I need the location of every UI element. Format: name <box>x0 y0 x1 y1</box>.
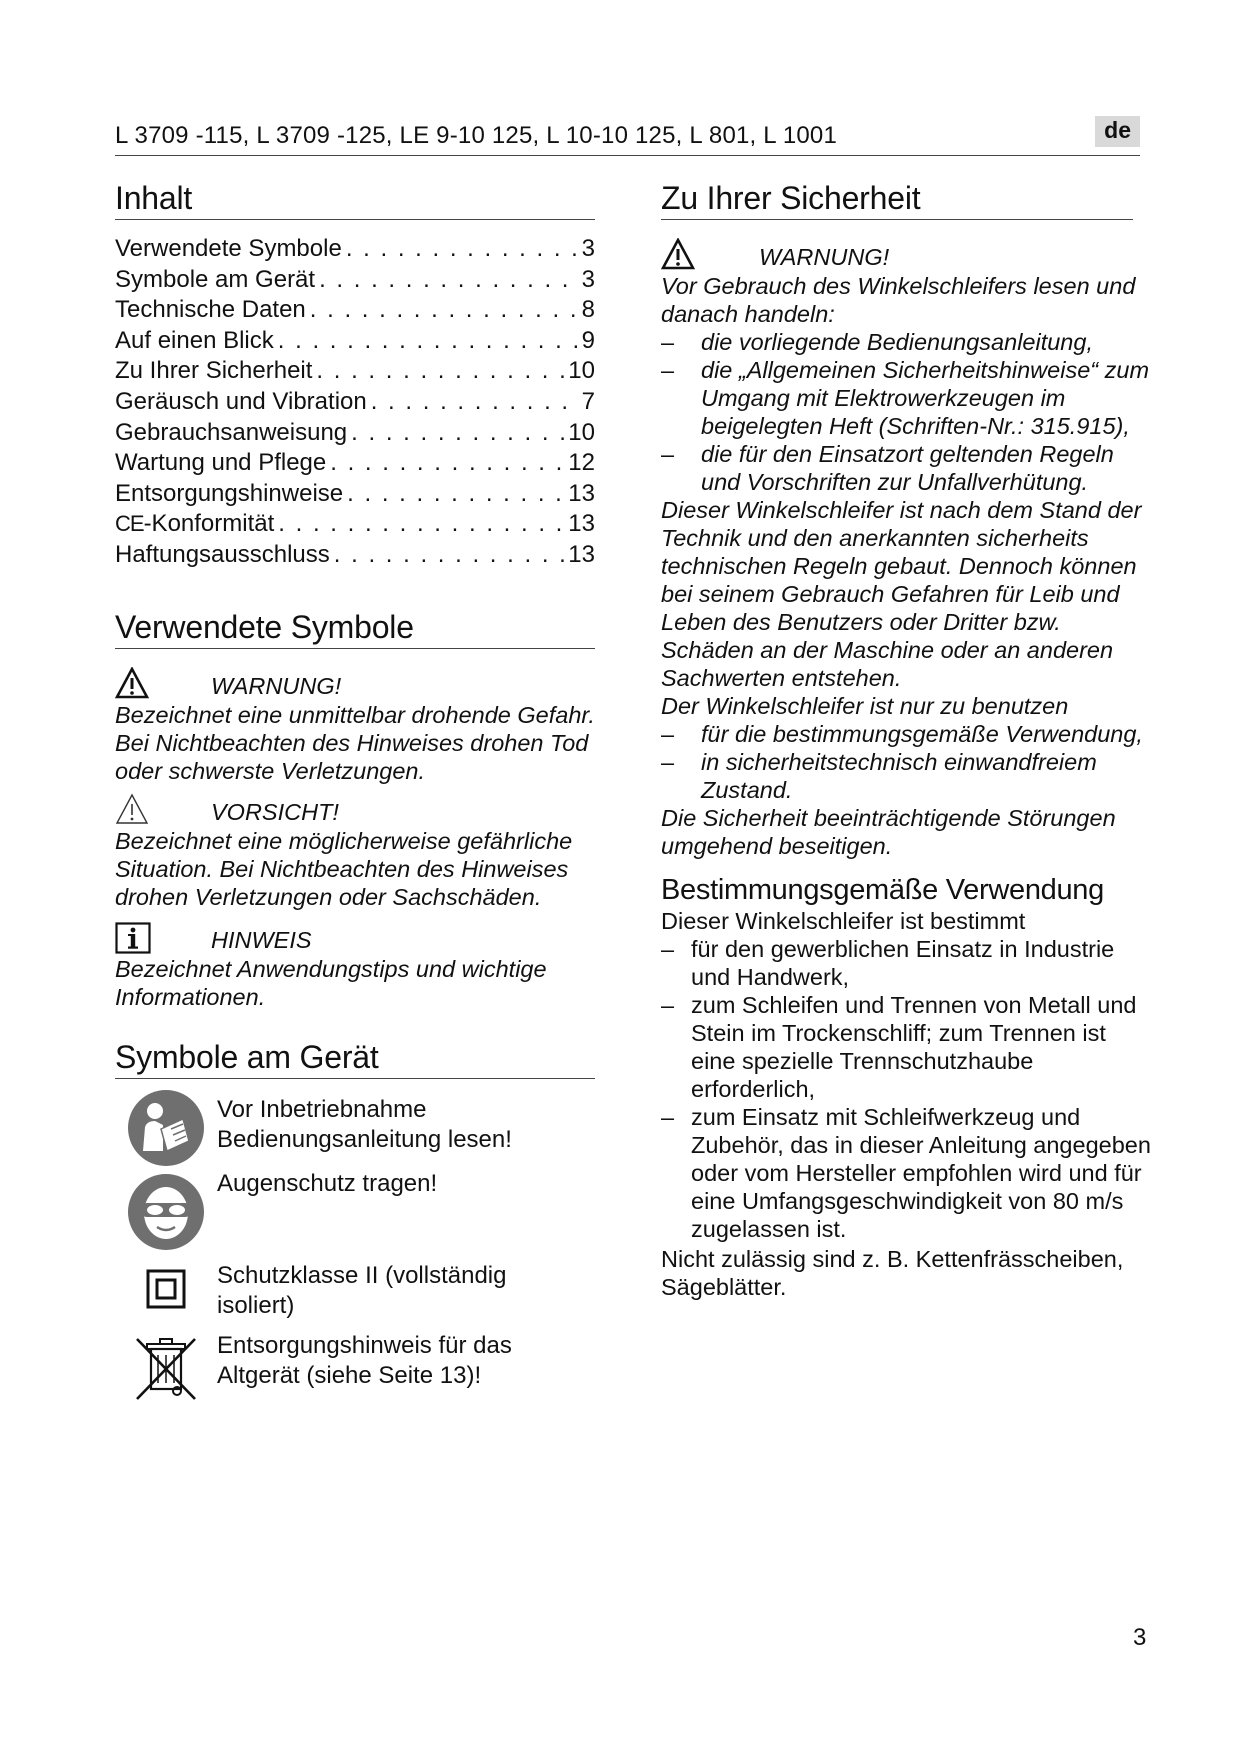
page-number: 3 <box>1133 1624 1147 1651</box>
list-item: – die vorliegende Bedienungsanleitung, <box>661 329 1093 355</box>
device-symbol-row <box>115 1167 595 1259</box>
language-badge: de <box>1095 116 1140 147</box>
safety-title: Zu Ihrer Sicherheit <box>661 180 1133 220</box>
right-column <box>661 180 1151 1301</box>
device-symbols-title: Symbole am Gerät <box>115 1039 595 1079</box>
toc-item[interactable]: Gebrauchsanweisung . . . 10 <box>115 418 595 449</box>
warning-symbol-block <box>115 671 595 785</box>
read-manual-icon <box>115 1093 217 1167</box>
device-symbol-text: Vor Inbetriebnahme Bedienungsanleitung lesen! <box>217 1095 512 1153</box>
model-list: L 3709 -115, L 3709 -125, LE 9-10 125, L 10-10 125, L 801, L 1001 <box>115 122 838 149</box>
toc-item[interactable]: Zu Ihrer Sicherheit . . . 10 <box>115 356 595 387</box>
toc-item[interactable]: Entsorgungshinweise . . . 13 <box>115 479 595 510</box>
list-item: – die „Allgemeinen Sicherheitshinweise“ zum Umgang mit Elektrowerkzeugen im beigelegten Heft (Schriften-Nr.: 315.915), <box>661 357 1150 439</box>
toc-title: Inhalt <box>115 180 595 220</box>
caution-symbol-block <box>115 797 595 911</box>
toc-item[interactable]: Technische Daten . . . 8 <box>115 295 595 326</box>
protection-class-ii-icon <box>115 1259 217 1329</box>
disposal-bin-icon <box>115 1329 217 1403</box>
intended-use-footer: Nicht zulässig sind z. B. Kettenfrässcheiben, Sägeblätter. <box>661 1246 1124 1300</box>
page-header <box>115 117 1140 156</box>
symbols-title: Verwendete Symbole <box>115 609 595 649</box>
note-symbol-block <box>115 925 595 1011</box>
warning-triangle-icon <box>115 671 211 701</box>
device-symbol-text: Entsorgungshinweis für das Altgerät (siehe Seite 13)! <box>217 1331 512 1389</box>
toc-item[interactable]: Auf einen Blick . . . 9 <box>115 326 595 357</box>
warning-description: Bezeichnet eine unmittelbar drohende Gefahr. Bei Nichtbeachten des Hinweises drohen Tod oder schwerste Verletzungen. <box>115 701 595 784</box>
device-symbol-row <box>115 1093 595 1167</box>
intended-use-intro: Dieser Winkelschleifer ist bestimmt <box>661 908 1026 934</box>
device-symbol-text: Augenschutz tragen! <box>217 1169 438 1197</box>
warning-label: WARNUNG! <box>211 672 342 699</box>
list-item: – zum Einsatz mit Schleifwerkzeug und Zubehör, das in dieser Anleitung angegeben oder vom Hersteller empfohlen wird und für eine Umfangsgeschwindigkeit von 80 m/s zugelassen ist. <box>661 1104 1151 1242</box>
device-symbol-text: Schutzklasse II (vollständig isoliert) <box>217 1261 507 1319</box>
device-symbols-list <box>115 1093 595 1403</box>
intended-use-title: Bestimmungsgemäße Verwendung <box>661 874 1104 906</box>
info-icon <box>115 925 211 955</box>
safety-intro: Vor Gebrauch des Winkelschleifers lesen und danach handeln: <box>661 273 1136 327</box>
list-item: – zum Schleifen und Trennen von Metall und Stein im Trockenschliff; zum Trennen ist eine spezielle Trennschutzhaube erforderlich, <box>661 992 1137 1102</box>
safety-warning-label: WARNUNG! <box>759 244 890 270</box>
list-item: – die für den Einsatzort geltenden Regeln und Vorschriften zur Unfallverhütung. <box>661 441 1114 495</box>
caution-description: Bezeichnet eine möglicherweise gefährliche Situation. Bei Nichtbeachten des Hinweises drohen Verletzungen oder Sachschäden. <box>115 827 573 910</box>
left-column <box>115 180 595 1403</box>
list-item: – in sicherheitstechnisch einwandfreiem Zustand. <box>661 749 1097 803</box>
list-item: – für die bestimmungsgemäße Verwendung, <box>661 721 1143 747</box>
device-symbol-row <box>115 1259 595 1329</box>
toc-item[interactable]: Verwendete Symbole . . . 3 <box>115 234 595 265</box>
safety-paragraph: Dieser Winkelschleifer ist nach dem Stand der Technik und den anerkannten sicherheits technischen Regeln gebaut. Dennoch können bei seinem Gebrauch Gefahren für Leib und Leben des Benutzers oder Dritter bzw. Schäden an der Maschine oder an anderen Sachwerten entstehen. <box>661 497 1142 691</box>
toc-item[interactable]: Haftungsausschluss . . . 13 <box>115 540 595 571</box>
safety-paragraph: Die Sicherheit beeinträchtigende Störungen umgehend beseitigen. <box>661 805 1116 859</box>
safety-section <box>661 242 1151 860</box>
table-of-contents <box>115 234 595 571</box>
toc-item[interactable]: CE-Konformität . . . 13 <box>115 509 595 540</box>
list-item: – für den gewerblichen Einsatz in Industrie und Handwerk, <box>661 936 1115 990</box>
intended-use-section <box>661 907 1151 1301</box>
toc-item[interactable]: Symbole am Gerät . . . 3 <box>115 265 595 296</box>
warning-triangle-icon <box>661 242 759 272</box>
caution-triangle-icon <box>115 797 211 827</box>
ce-mark-icon: CE <box>115 511 144 537</box>
note-label: HINWEIS <box>211 926 312 953</box>
note-description: Bezeichnet Anwendungstips und wichtige Informationen. <box>115 955 547 1010</box>
caution-label: VORSICHT! <box>211 798 339 825</box>
eye-protection-icon <box>115 1167 217 1259</box>
device-symbol-row <box>115 1329 595 1403</box>
safety-use-intro: Der Winkelschleifer ist nur zu benutzen <box>661 693 1069 719</box>
toc-item[interactable]: Wartung und Pflege . . . 12 <box>115 448 595 479</box>
toc-item[interactable]: Geräusch und Vibration . . . 7 <box>115 387 595 418</box>
